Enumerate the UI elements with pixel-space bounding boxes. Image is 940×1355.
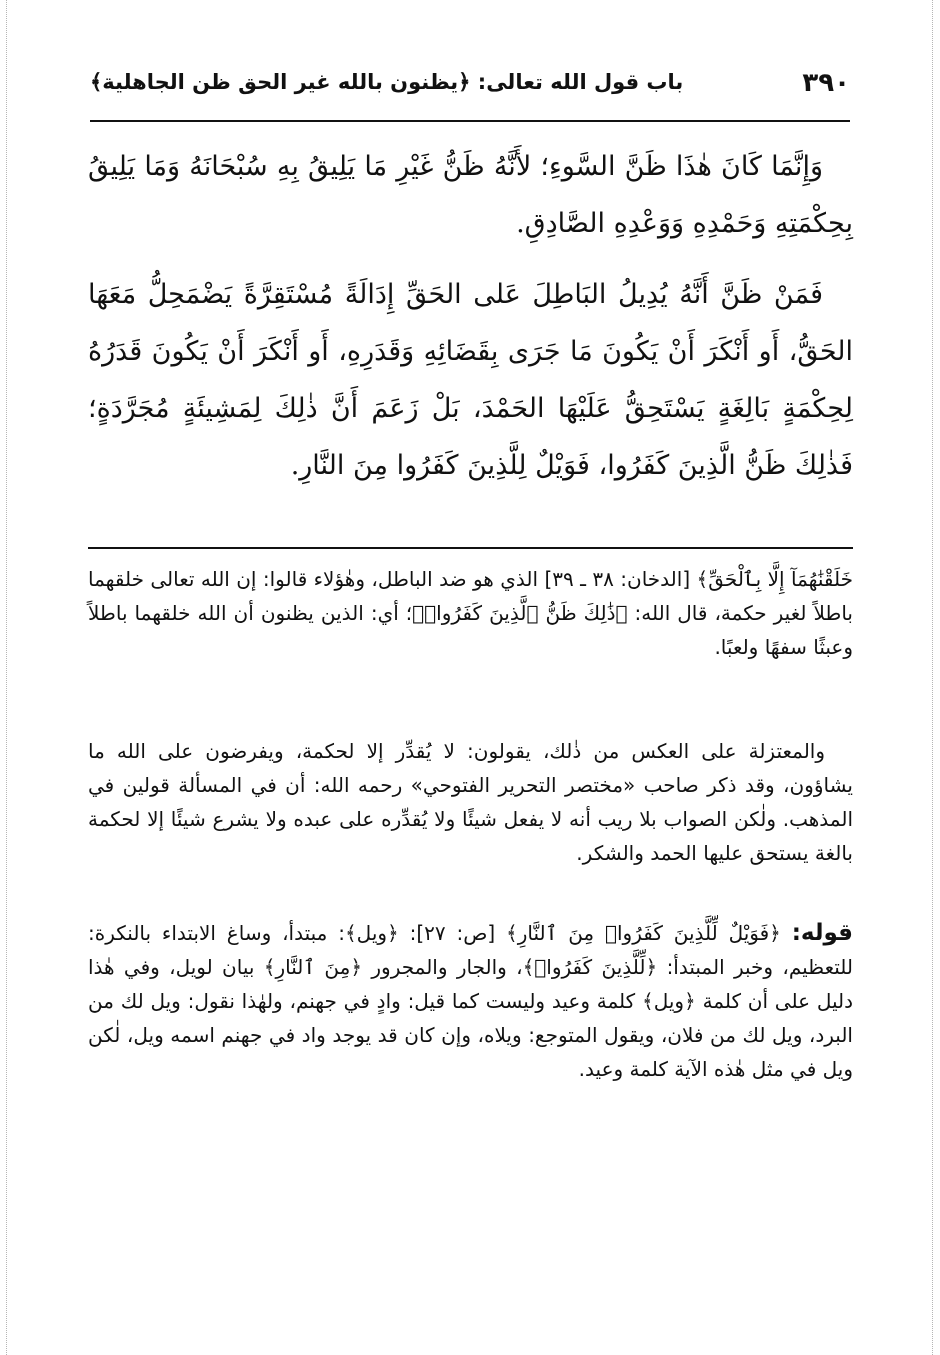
header-rule: [90, 120, 850, 122]
running-head: باب قول الله تعالى: ﴿يظنون بالله غير الحق ظن الجاهلية﴾: [90, 70, 684, 94]
main-text: [88, 138, 853, 494]
main-paragraph-2: فَمَنْ ظَنَّ أَنَّهُ يُدِيلُ البَاطِلَ عَلى الحَقِّ إِدَالَةً مُسْتَقِرَّةً يَضْمَحِلُّ مَعَهَا الحَقُّ، أَو أَنْكَرَ أَنْ يَكُونَ مَا جَرَى بِقَضَائِهِ وَقَدَرِهِ، أَو أَنْكَرَ أَنْ يَكُونَ قَدَرُهُ لِحِكْمَةٍ بَالِغَةٍ يَسْتَحِقُّ عَلَيْهَا الحَمْدَ، بَلْ زَعَمَ أَنَّ ذٰلِكَ لِمَشِيئَةٍ مُجَرَّدَةٍ؛ فَذٰلِكَ ظَنُّ الَّذِينَ كَفَرُوا، فَوَيْلٌ لِلَّذِينَ كَفَرُوا مِنَ النَّارِ.: [88, 279, 853, 481]
commentary-lead-word: قوله:: [791, 920, 853, 946]
commentary-paragraph-2: والمعتزلة على العكس من ذٰلك، يقولون: لا يُقدِّر إلا لحكمة، ويفرضون على الله ما يشاؤون، وقد ذكر صاحب «مختصر التحرير الفتوحي» رحمه الله: أن في المسألة قولين في المذهب. ولٰكن الصواب بلا ريب أنه لا يفعل شيئًا ولا يُقدِّره على عبده ولا يشرع شيئًا إلا لحكمة بالغة يستحق عليها الحمد والشكر.: [88, 739, 853, 865]
page-header: [90, 60, 850, 116]
commentary-paragraph-1: خَلَقْنَٰهُمَآ إِلَّا بِٱلْحَقِّ﴾ [الدخان: ٣٨ ـ ٣٩] الذي هو ضد الباطل، وهٰؤلاء قالوا: إن الله تعالى خلقهما باطلاً لغير حكمة، قال الله: ﴿ذَٰلِكَ ظَنُّ ٱلَّذِينَ كَفَرُوا۟﴾؛ أي: الذين يظنون أن الله خلقهما باطلاً وعبثًا سفهًا ولعبًا.: [88, 567, 853, 659]
commentary-paragraph-3: [88, 916, 853, 1086]
page-number: ٣٩٠: [802, 68, 850, 98]
main-paragraph-1: وَإِنَّمَا كَانَ هٰذَا ظَنَّ السَّوءِ؛ لأَنَّهُ ظَنُّ غَيْرِ مَا يَلِيقُ بِهِ سُبْحَانَهُ وَمَا يَلِيقُ بِحِكْمَتِهِ وَحَمْدِهِ وَوَعْدِهِ الصَّادِقِ.: [88, 151, 853, 239]
commentary-paragraph-3-body: ﴿فَوَيْلٌ لِّلَّذِينَ كَفَرُوا۟ مِنَ ٱلنَّارِ﴾ [ص: ٢٧]: ﴿ويل﴾: مبتدأ، وساغ الابتداء بالنكرة: للتعظيم، وخبر المبتدأ: ﴿لِّلَّذِينَ كَفَرُوا۟﴾، والجار والمجرور ﴿مِنَ ٱلنَّارِ﴾ بيان لويل، وفي هٰذا دليل على أن كلمة ﴿ويل﴾ كلمة وعيد وليست كما قيل: وادٍ في جهنم، ولهٰذا نقول: ويل لك من البرد، ويل لك من فلان، ويقول المتوجع: ويلاه، وإن كان قد يوجد واد في جهنم اسمه ويل، لٰكن ويل في مثل هٰذه الآية كلمة وعيد.: [88, 921, 853, 1081]
commentary: [88, 562, 853, 1086]
scan-edge-left: [6, 0, 7, 1355]
scan-edge-right: [932, 0, 933, 1355]
commentary-separator: [88, 547, 853, 549]
